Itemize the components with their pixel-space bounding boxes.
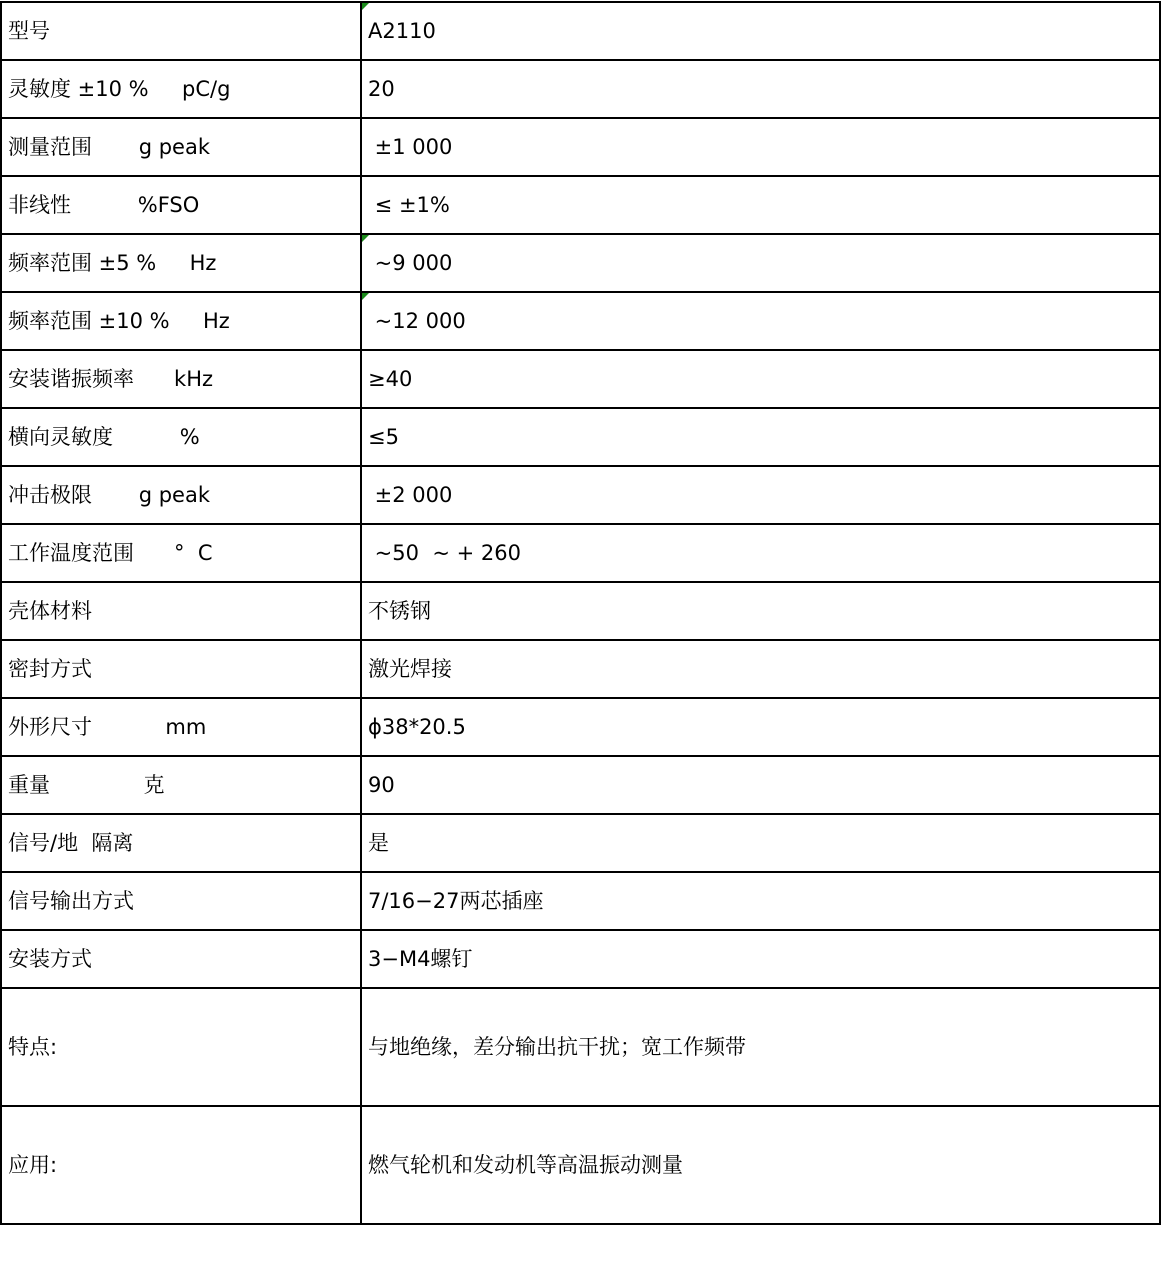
table-row — [1, 756, 1160, 814]
row-value: ~9 000 — [361, 234, 1160, 292]
table-row — [1, 118, 1160, 176]
row-value: 90 — [361, 756, 1160, 814]
row-label: 安装谐振频率 kHz — [1, 350, 361, 408]
table-row — [1, 814, 1160, 872]
table-row — [1, 524, 1160, 582]
row-value: 燃气轮机和发动机等高温振动测量 — [361, 1106, 1160, 1224]
row-value: 与地绝缘，差分输出抗干扰；宽工作频带 — [361, 988, 1160, 1106]
row-label: 横向灵敏度 % — [1, 408, 361, 466]
row-label: 测量范围 g peak — [1, 118, 361, 176]
table-row — [1, 640, 1160, 698]
row-value: 7/16−27两芯插座 — [361, 872, 1160, 930]
row-label: 冲击极限 g peak — [1, 466, 361, 524]
table-row — [1, 408, 1160, 466]
row-label: 工作温度范围 ° C — [1, 524, 361, 582]
row-label: 信号/地 隔离 — [1, 814, 361, 872]
table-row — [1, 176, 1160, 234]
table-row — [1, 2, 1160, 60]
row-label: 灵敏度 ±10 % pC/g — [1, 60, 361, 118]
row-value: 激光焊接 — [361, 640, 1160, 698]
row-label: 外形尺寸 mm — [1, 698, 361, 756]
row-value: ≤ ±1% — [361, 176, 1160, 234]
row-value: 不锈钢 — [361, 582, 1160, 640]
row-label: 信号输出方式 — [1, 872, 361, 930]
row-label: 安装方式 — [1, 930, 361, 988]
table-row — [1, 930, 1160, 988]
table-row — [1, 466, 1160, 524]
table-row — [1, 60, 1160, 118]
table-row — [1, 234, 1160, 292]
row-label: 型号 — [1, 2, 361, 60]
row-value: ±2 000 — [361, 466, 1160, 524]
row-label: 密封方式 — [1, 640, 361, 698]
table-row — [1, 988, 1160, 1106]
row-label: 非线性 %FSO — [1, 176, 361, 234]
row-value: ~12 000 — [361, 292, 1160, 350]
table-row — [1, 582, 1160, 640]
row-label: 重量 克 — [1, 756, 361, 814]
row-label: 频率范围 ±10 % Hz — [1, 292, 361, 350]
row-label: 应用: — [1, 1106, 361, 1224]
table-row — [1, 698, 1160, 756]
row-value: A2110 — [361, 2, 1160, 60]
row-value: ≥40 — [361, 350, 1160, 408]
table-row — [1, 292, 1160, 350]
row-value: 20 — [361, 60, 1160, 118]
row-value: ±1 000 — [361, 118, 1160, 176]
row-value: 是 — [361, 814, 1160, 872]
row-label: 频率范围 ±5 % Hz — [1, 234, 361, 292]
spec-table — [0, 1, 1161, 1225]
row-label: 壳体材料 — [1, 582, 361, 640]
row-label: 特点: — [1, 988, 361, 1106]
row-value: ϕ38*20.5 — [361, 698, 1160, 756]
table-row — [1, 1106, 1160, 1224]
table-row — [1, 350, 1160, 408]
table-row — [1, 872, 1160, 930]
row-value: ≤5 — [361, 408, 1160, 466]
row-value: ~50 ~ + 260 — [361, 524, 1160, 582]
row-value: 3−M4螺钉 — [361, 930, 1160, 988]
